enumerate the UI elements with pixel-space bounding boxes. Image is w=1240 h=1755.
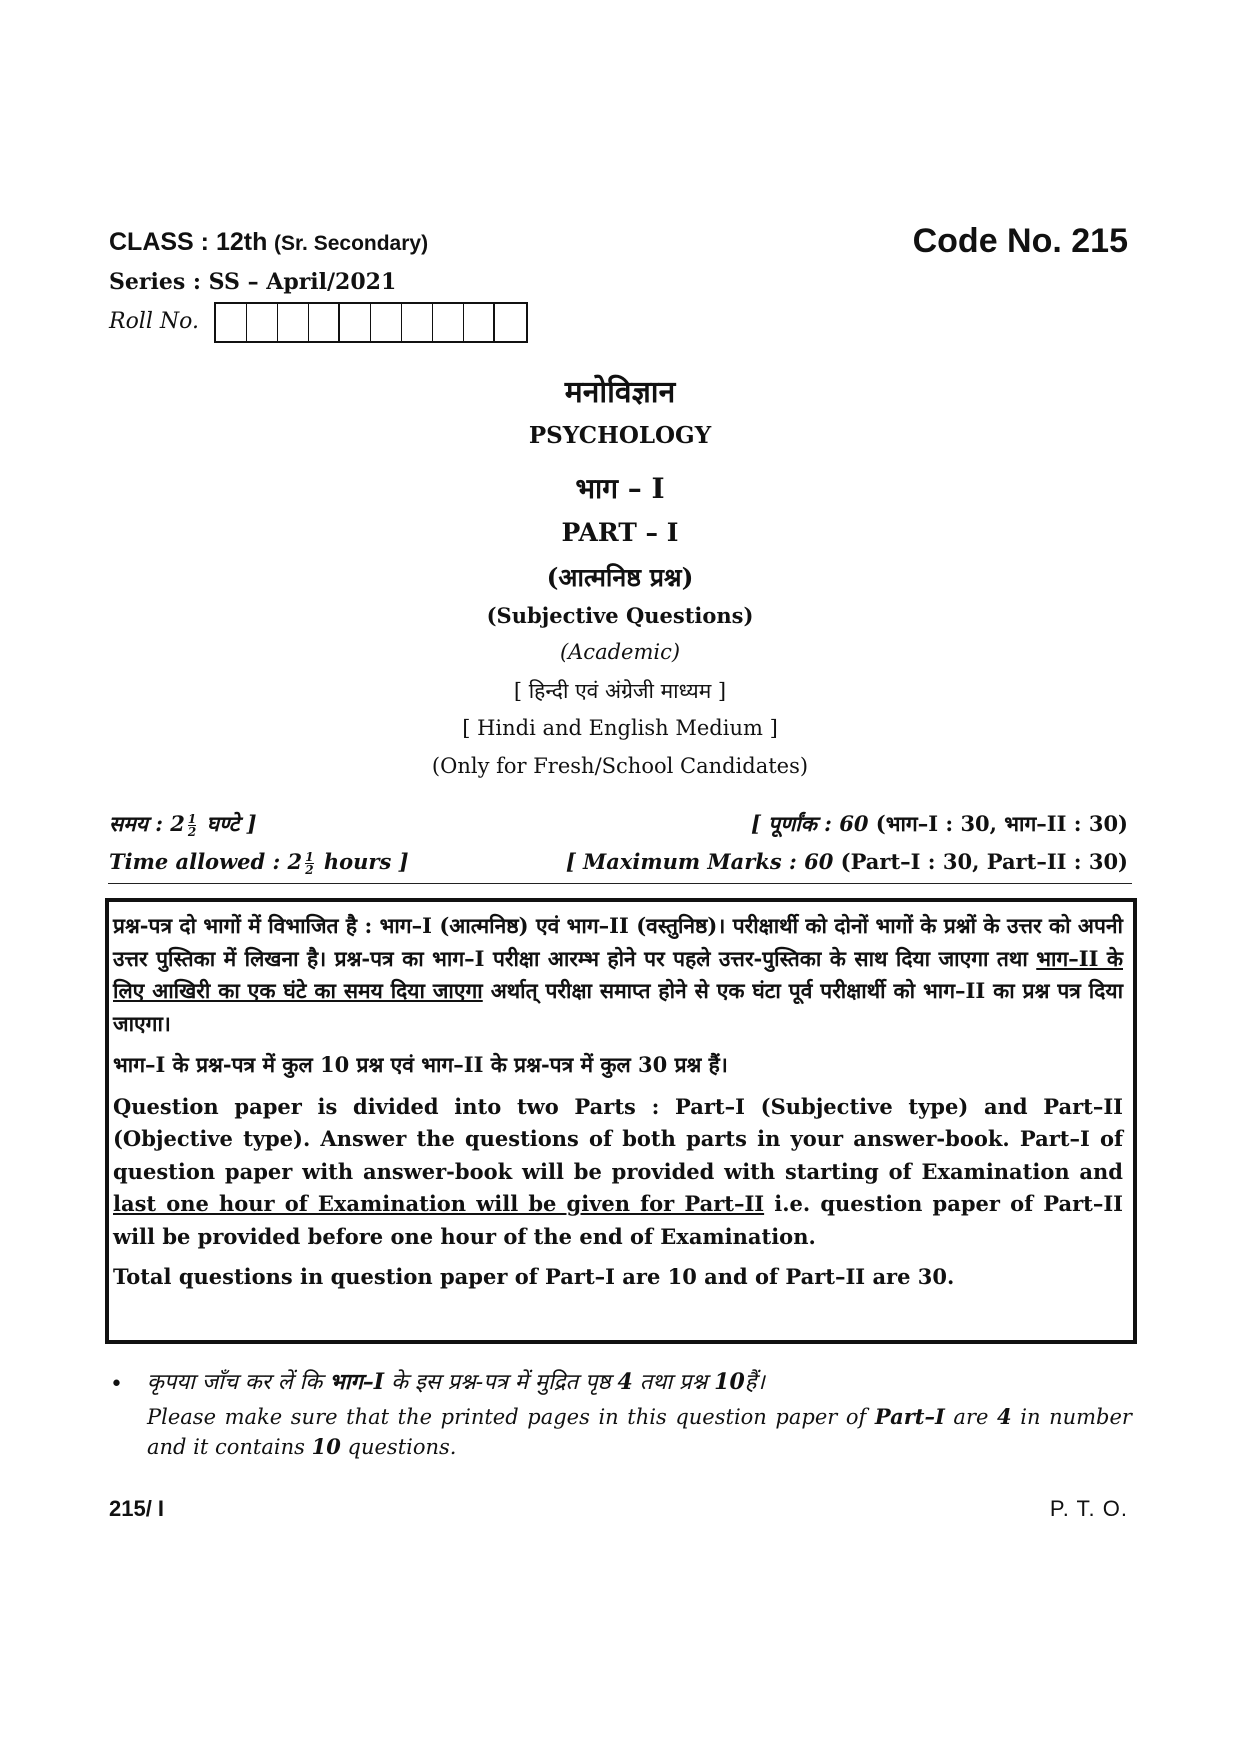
note-text: हैं। xyxy=(744,1370,765,1395)
instruction-hindi-2: भाग–I के प्रश्न-पत्र में कुल 10 प्रश्न एवं भाग–II के प्रश्न-पत्र में कुल 30 प्रश्न हैं। xyxy=(113,1052,728,1077)
fraction-half xyxy=(188,813,196,838)
time-allowed-english xyxy=(109,849,409,876)
instruction-hindi-1 xyxy=(113,910,1123,1040)
roll-box[interactable] xyxy=(216,304,247,341)
question-type-hindi: (आत्मनिष्ठ प्रश्न) xyxy=(546,563,694,592)
roll-box[interactable] xyxy=(247,304,278,341)
note-text: Please make sure that the printed pages in this question paper of xyxy=(147,1405,867,1429)
note-text: तथा प्रश्न xyxy=(639,1370,708,1395)
part-title-hindi: भाग – I xyxy=(575,472,665,505)
note-bold: 10 xyxy=(714,1369,745,1395)
marks-hi-split: (भाग–I : 30, भाग–II : 30) xyxy=(875,811,1128,836)
page-check-note-english xyxy=(147,1402,1132,1462)
roll-box[interactable] xyxy=(464,304,495,341)
note-text: questions. xyxy=(347,1435,457,1459)
time-hi-prefix: समय : 2 xyxy=(109,811,185,836)
time-allowed-hindi xyxy=(109,810,257,838)
marks-en-label: [ Maximum Marks : 60 xyxy=(565,849,834,874)
roll-box[interactable] xyxy=(433,304,464,341)
frac-den: 2 xyxy=(187,825,197,839)
note-text: are xyxy=(953,1405,989,1429)
frac-den: 2 xyxy=(305,863,314,877)
footer-paper-code: 215/ I xyxy=(109,1496,165,1521)
instr-hi-text: प्रश्न-पत्र दो भागों में विभाजित है : भाग–I (आत्मनिष्ठ) एवं भाग–II (वस्तुनिष्ठ)। परीक्षार्थी को दोनों भागों के प्रश्नों के उत्तर को अपनी उत्तर पुस्तिका में लिखना है। प्रश्न-पत्र का भाग–I परीक्षा आरम्भ होने पर पहले उत्तर-पुस्तिका के साथ दिया जाएगा तथा xyxy=(113,913,1123,971)
divider-rule xyxy=(108,883,1132,884)
instruction-english-2: Total questions in question paper of Part–I are 10 and of Part–II are 30. xyxy=(113,1264,955,1289)
roll-label: Roll No. xyxy=(109,309,199,334)
class-line xyxy=(109,228,428,257)
question-type-english: (Subjective Questions) xyxy=(486,603,754,628)
subject-title-hindi: मनोविज्ञान xyxy=(564,375,676,410)
roll-box[interactable] xyxy=(495,304,526,341)
frac-num: 1 xyxy=(187,812,197,826)
note-bold: 4 xyxy=(617,1369,633,1395)
time-hi-suffix: घण्टे ] xyxy=(206,811,257,836)
note-text: in number and it contains xyxy=(147,1405,1132,1459)
roll-box[interactable] xyxy=(278,304,309,341)
roll-number-boxes[interactable] xyxy=(214,302,528,343)
instruction-english-1 xyxy=(113,1091,1123,1254)
code-number: Code No. 215 xyxy=(912,222,1128,260)
roll-box[interactable] xyxy=(371,304,402,341)
medium-hindi: [ हिन्दी एवं अंग्रेजी माध्यम ] xyxy=(513,679,727,703)
medium-english: [ Hindi and English Medium ] xyxy=(462,716,778,740)
candidates-note: (Only for Fresh/School Candidates) xyxy=(431,754,809,778)
instr-en-underlined: last one hour of Examination will be given for Part–II xyxy=(113,1191,765,1216)
note-bold: 4 xyxy=(997,1404,1012,1429)
time-en-prefix: Time allowed : 2 xyxy=(109,849,303,874)
marks-en-split: (Part–I : 30, Part–II : 30) xyxy=(840,849,1128,874)
max-marks-english xyxy=(566,849,1128,874)
roll-box[interactable] xyxy=(309,304,340,341)
class-label: CLASS : 12th xyxy=(109,228,268,256)
fraction-half xyxy=(305,851,313,876)
bullet-icon: • xyxy=(110,1372,123,1397)
class-sub: (Sr. Secondary) xyxy=(274,232,429,255)
roll-box[interactable] xyxy=(340,304,371,341)
page-check-note-hindi xyxy=(147,1366,765,1396)
marks-hi-label: [ पूर्णांक : 60 xyxy=(750,811,869,836)
please-turn-over: P. T. O. xyxy=(1049,1496,1128,1521)
series: Series : SS – April/2021 xyxy=(109,269,397,295)
note-bold: 10 xyxy=(311,1434,341,1459)
time-en-suffix: hours ] xyxy=(323,849,409,874)
note-bold: Part–I xyxy=(874,1404,945,1429)
instruction-box xyxy=(105,898,1137,1344)
note-text: के इस प्रश्न-पत्र में मुद्रित पृष्ठ xyxy=(391,1370,611,1395)
part-title-english: PART – I xyxy=(561,518,679,547)
note-text: कृपया जाँच कर लें कि xyxy=(147,1370,323,1395)
subject-title-english: PSYCHOLOGY xyxy=(528,422,712,449)
frac-num: 1 xyxy=(305,850,314,864)
max-marks-hindi xyxy=(751,810,1128,838)
note-bold: भाग–I xyxy=(329,1369,385,1395)
roll-box[interactable] xyxy=(402,304,433,341)
instr-hi-underlined: भाग–II के लिए आखिरी का एक घंटे का समय दिया जाएगा xyxy=(113,945,1123,1003)
instr-en-text: Question paper is divided into two Parts : Part–I (Subjective type) and Part–II (Objective type). Answer the questions of both parts in your answer-book. Part–I of question paper with answer-book will be provided with starting of Examination and xyxy=(113,1093,1123,1184)
instr-hi-text: अर्थात् परीक्षा समाप्त होने से एक घंटा पूर्व परीक्षार्थी को भाग–II का प्रश्न पत्र दिया जाएगा। xyxy=(113,978,1124,1036)
stream: (Academic) xyxy=(559,640,681,664)
instr-en-text: i.e. question paper of Part–II will be provided before one hour of the end of Examination. xyxy=(113,1191,1123,1249)
